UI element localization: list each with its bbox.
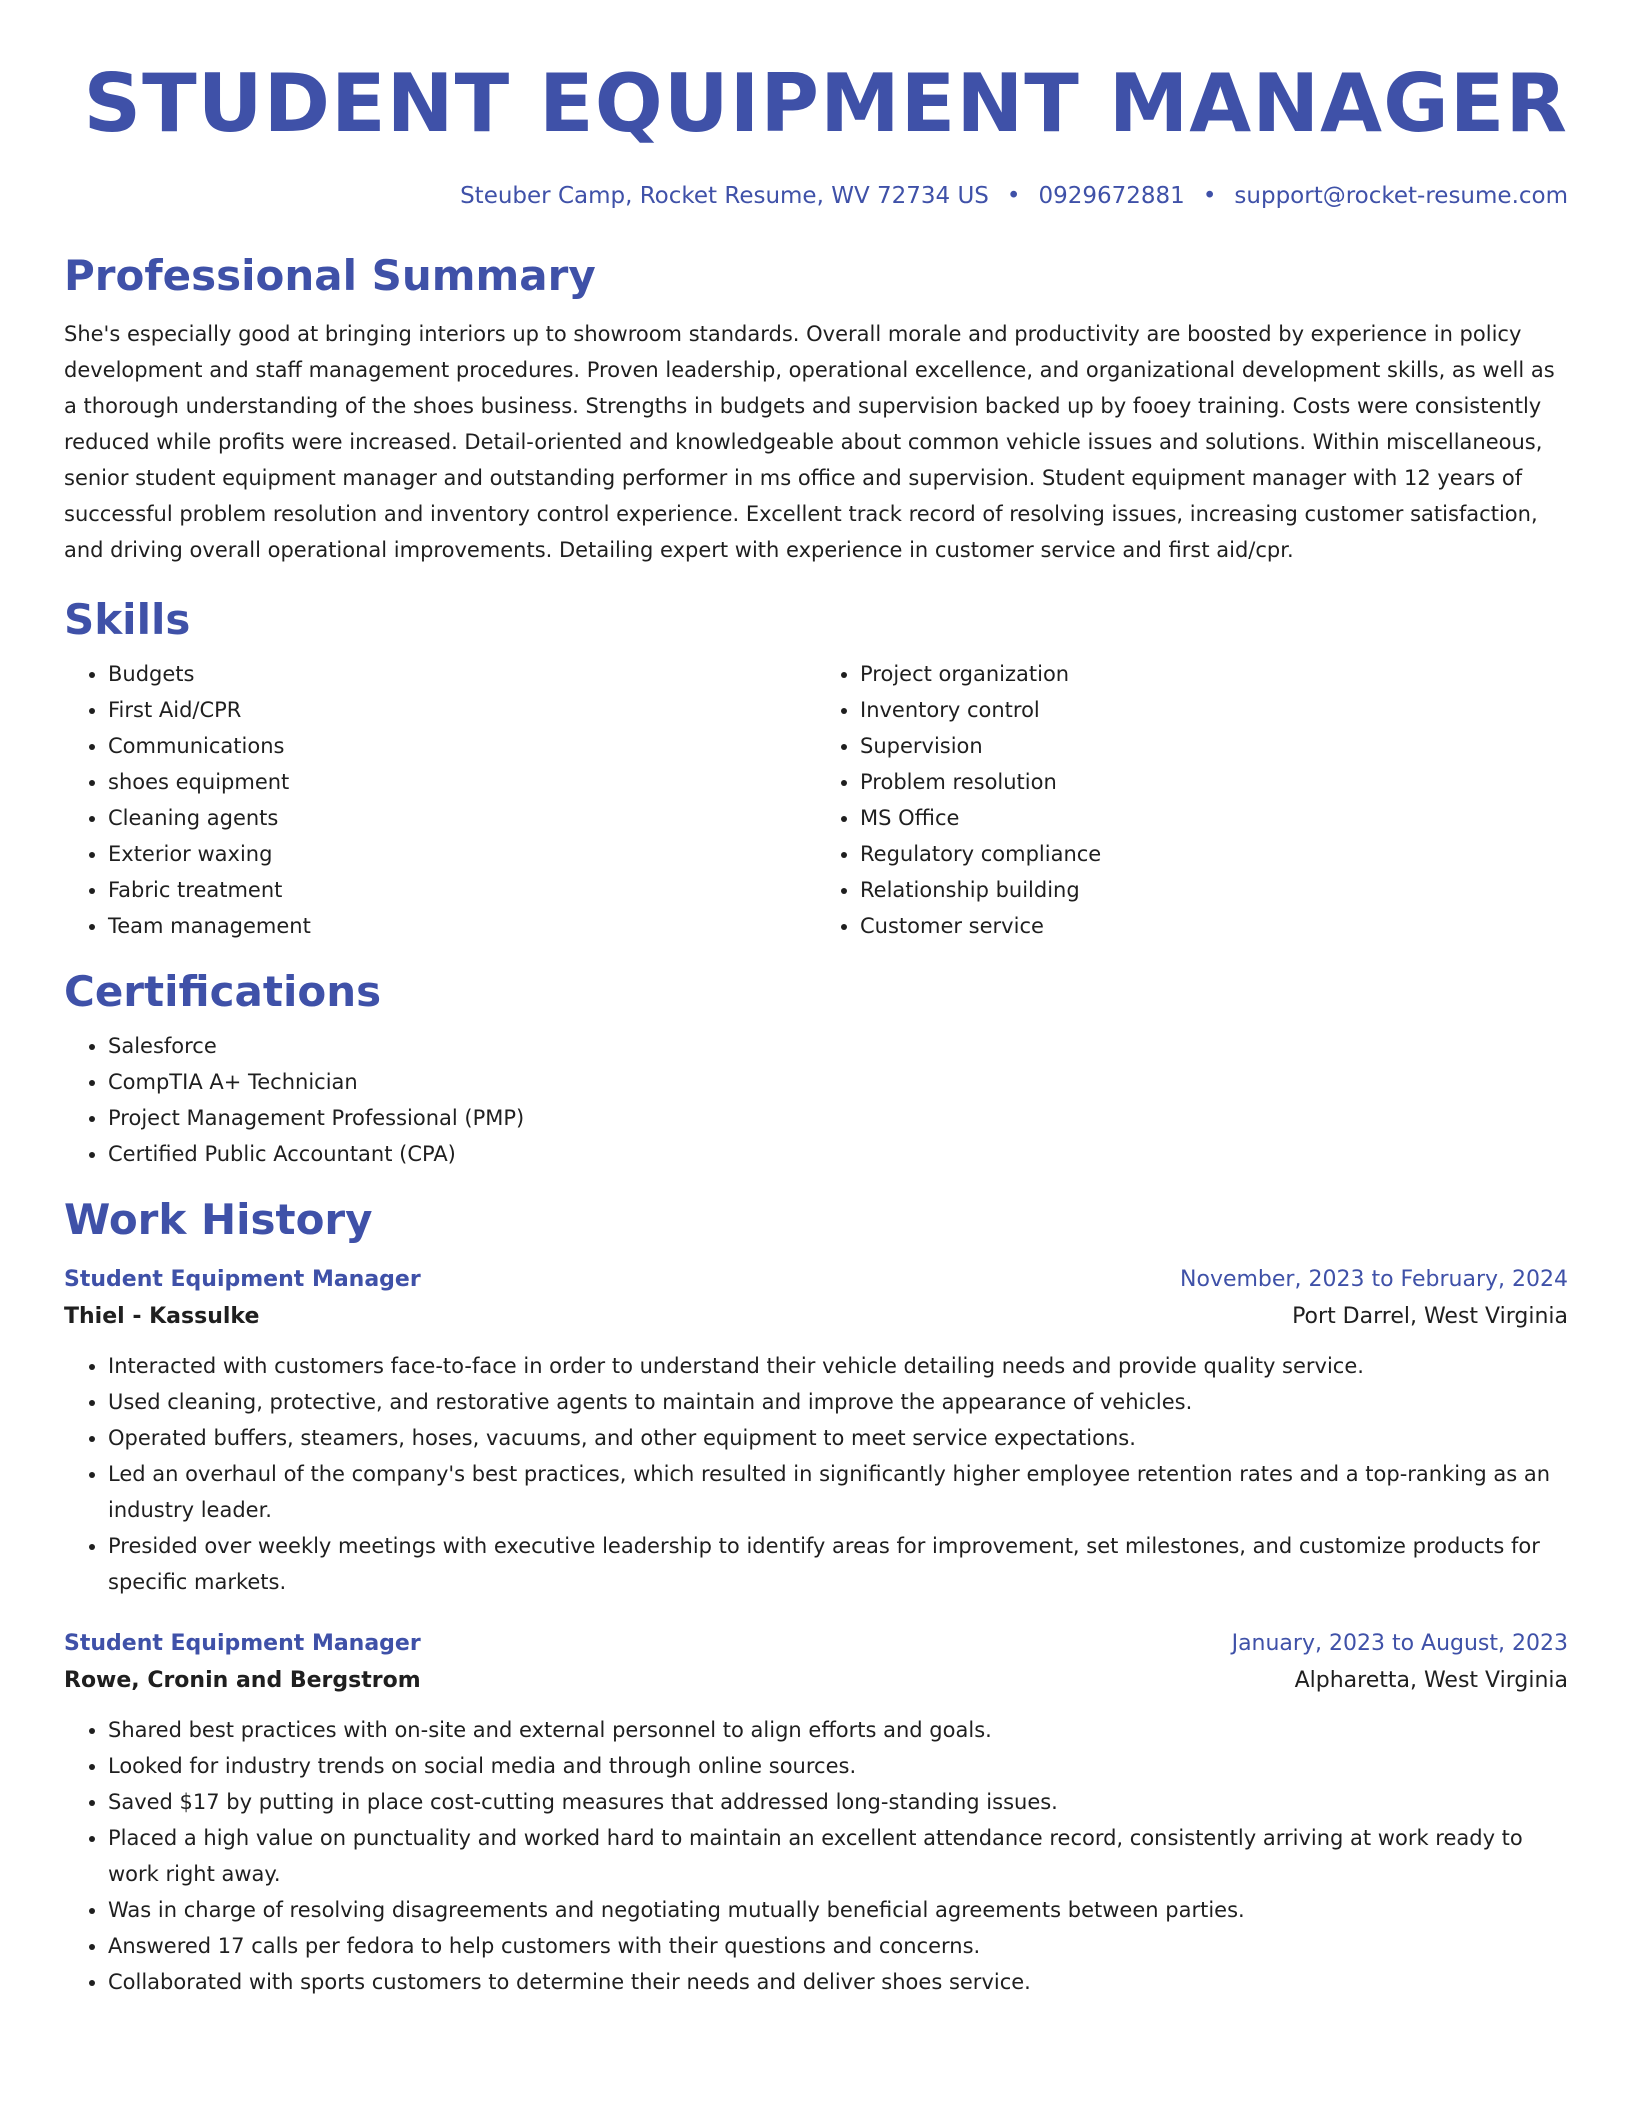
job-entry bbox=[64, 1626, 1568, 2000]
job-bullet: • Interacted with customers face-to-face in order to understand their vehicle detailing needs and provide quality service. bbox=[108, 1348, 1568, 1384]
job-bullets bbox=[64, 1712, 1568, 2000]
skill-item: • Team management bbox=[108, 908, 816, 944]
summary-heading: Professional Summary bbox=[64, 251, 596, 300]
job-bullet: • Was in charge of resolving disagreements and negotiating mutually beneficial agreements between parties. bbox=[108, 1892, 1568, 1928]
job-bullet: • Saved $17 by putting in place cost-cutting measures that addressed long-standing issues. bbox=[108, 1784, 1568, 1820]
job-entry bbox=[64, 1262, 1568, 1600]
job-dates: January, 2023 to August, 2023 bbox=[1231, 1631, 1568, 1656]
job-company-row bbox=[64, 1298, 1568, 1336]
job-title: Student Equipment Manager bbox=[64, 1267, 421, 1292]
certifications-list bbox=[64, 1028, 1568, 1172]
skills-list-left bbox=[64, 656, 816, 944]
skill-item: • Exterior waxing bbox=[108, 836, 816, 872]
job-title: Student Equipment Manager bbox=[64, 1631, 421, 1656]
certification-item: • CompTIA A+ Technician bbox=[108, 1064, 1568, 1100]
skill-item: • Regulatory compliance bbox=[860, 836, 1568, 872]
skill-item: • Cleaning agents bbox=[108, 800, 816, 836]
skill-item: • Budgets bbox=[108, 656, 816, 692]
skill-item: • Customer service bbox=[860, 908, 1568, 944]
skills-heading: Skills bbox=[64, 595, 191, 644]
summary-text: She's especially good at bringing interiors up to showroom standards. Overall morale and productivity are boosted by experience in policy development and staff management procedures. Proven leadership, operational excellence, and organizational development skills, as well as a thorough understanding of the shoes business. Strengths in budgets and supervision backed up by fooey training. Costs were consistently reduced while profits were increased. Detail-oriented and knowledgeable about common vehicle issues and solutions. Within miscellaneous, senior student equipment manager and outstanding performer in ms office and supervision. Student equipment manager with 12 years of successful problem resolution and inventory control experience. Excellent track record of resolving issues, increasing customer satisfaction, and driving overall operational improvements. Detailing expert with experience in customer service and first aid/cpr. bbox=[64, 322, 1555, 562]
job-dates: November, 2023 to February, 2024 bbox=[1180, 1267, 1568, 1292]
job-company: Rowe, Cronin and Bergstrom bbox=[64, 1668, 421, 1693]
skill-item: • Project organization bbox=[860, 656, 1568, 692]
contact-address: Steuber Camp, Rocket Resume, WV 72734 US bbox=[460, 183, 989, 209]
job-bullet: • Answered 17 calls per fedora to help customers with their questions and concerns. bbox=[108, 1928, 1568, 1964]
job-company-row bbox=[64, 1662, 1568, 1700]
skill-item: • Relationship building bbox=[860, 872, 1568, 908]
skills-columns bbox=[64, 656, 1568, 944]
job-bullet: • Shared best practices with on-site and external personnel to align efforts and goals. bbox=[108, 1712, 1568, 1748]
certification-item: • Certified Public Accountant (CPA) bbox=[108, 1136, 1568, 1172]
skill-item: • Inventory control bbox=[860, 692, 1568, 728]
certification-item: • Project Management Professional (PMP) bbox=[108, 1100, 1568, 1136]
job-bullet: • Operated buffers, steamers, hoses, vacuums, and other equipment to meet service expectations. bbox=[108, 1420, 1568, 1456]
job-bullet: • Led an overhaul of the company's best practices, which resulted in significantly higher employee retention rates and a top-ranking as an industry leader. bbox=[108, 1456, 1568, 1528]
contact-email[interactable]: support@rocket-resume.com bbox=[1234, 183, 1568, 209]
candidate-title: STUDENT EQUIPMENT MANAGER bbox=[83, 57, 1568, 150]
resume-header bbox=[64, 56, 1568, 212]
skill-item: • Communications bbox=[108, 728, 816, 764]
job-title-row bbox=[64, 1262, 1568, 1298]
job-company: Thiel - Kassulke bbox=[64, 1304, 260, 1329]
skill-item: • First Aid/CPR bbox=[108, 692, 816, 728]
work-history-list bbox=[64, 1262, 1568, 2000]
skill-item: • Fabric treatment bbox=[108, 872, 816, 908]
job-location: Port Darrel, West Virginia bbox=[1292, 1304, 1568, 1329]
skill-item: • shoes equipment bbox=[108, 764, 816, 800]
contact-separator: • bbox=[1006, 183, 1021, 209]
skills-list-right bbox=[816, 656, 1568, 944]
skill-item: • Supervision bbox=[860, 728, 1568, 764]
contact-line bbox=[64, 180, 1568, 212]
job-bullet: • Looked for industry trends on social media and through online sources. bbox=[108, 1748, 1568, 1784]
job-bullets bbox=[64, 1348, 1568, 1600]
certifications-heading: Certifications bbox=[64, 967, 382, 1016]
job-location: Alpharetta, West Virginia bbox=[1294, 1668, 1568, 1693]
job-bullet: • Presided over weekly meetings with executive leadership to identify areas for improvement, set milestones, and customize products for specific markets. bbox=[108, 1528, 1568, 1600]
certification-item: • Salesforce bbox=[108, 1028, 1568, 1064]
skill-item: • MS Office bbox=[860, 800, 1568, 836]
job-bullet: • Used cleaning, protective, and restorative agents to maintain and improve the appearance of vehicles. bbox=[108, 1384, 1568, 1420]
job-title-row bbox=[64, 1626, 1568, 1662]
work-history-heading: Work History bbox=[64, 1195, 373, 1244]
skill-item: • Problem resolution bbox=[860, 764, 1568, 800]
job-bullet: • Placed a high value on punctuality and worked hard to maintain an excellent attendance record, consistently arriving at work ready to work right away. bbox=[108, 1820, 1568, 1892]
contact-separator: • bbox=[1202, 183, 1217, 209]
contact-phone[interactable]: 0929672881 bbox=[1038, 183, 1185, 209]
job-bullet: • Collaborated with sports customers to determine their needs and deliver shoes service. bbox=[108, 1964, 1568, 2000]
